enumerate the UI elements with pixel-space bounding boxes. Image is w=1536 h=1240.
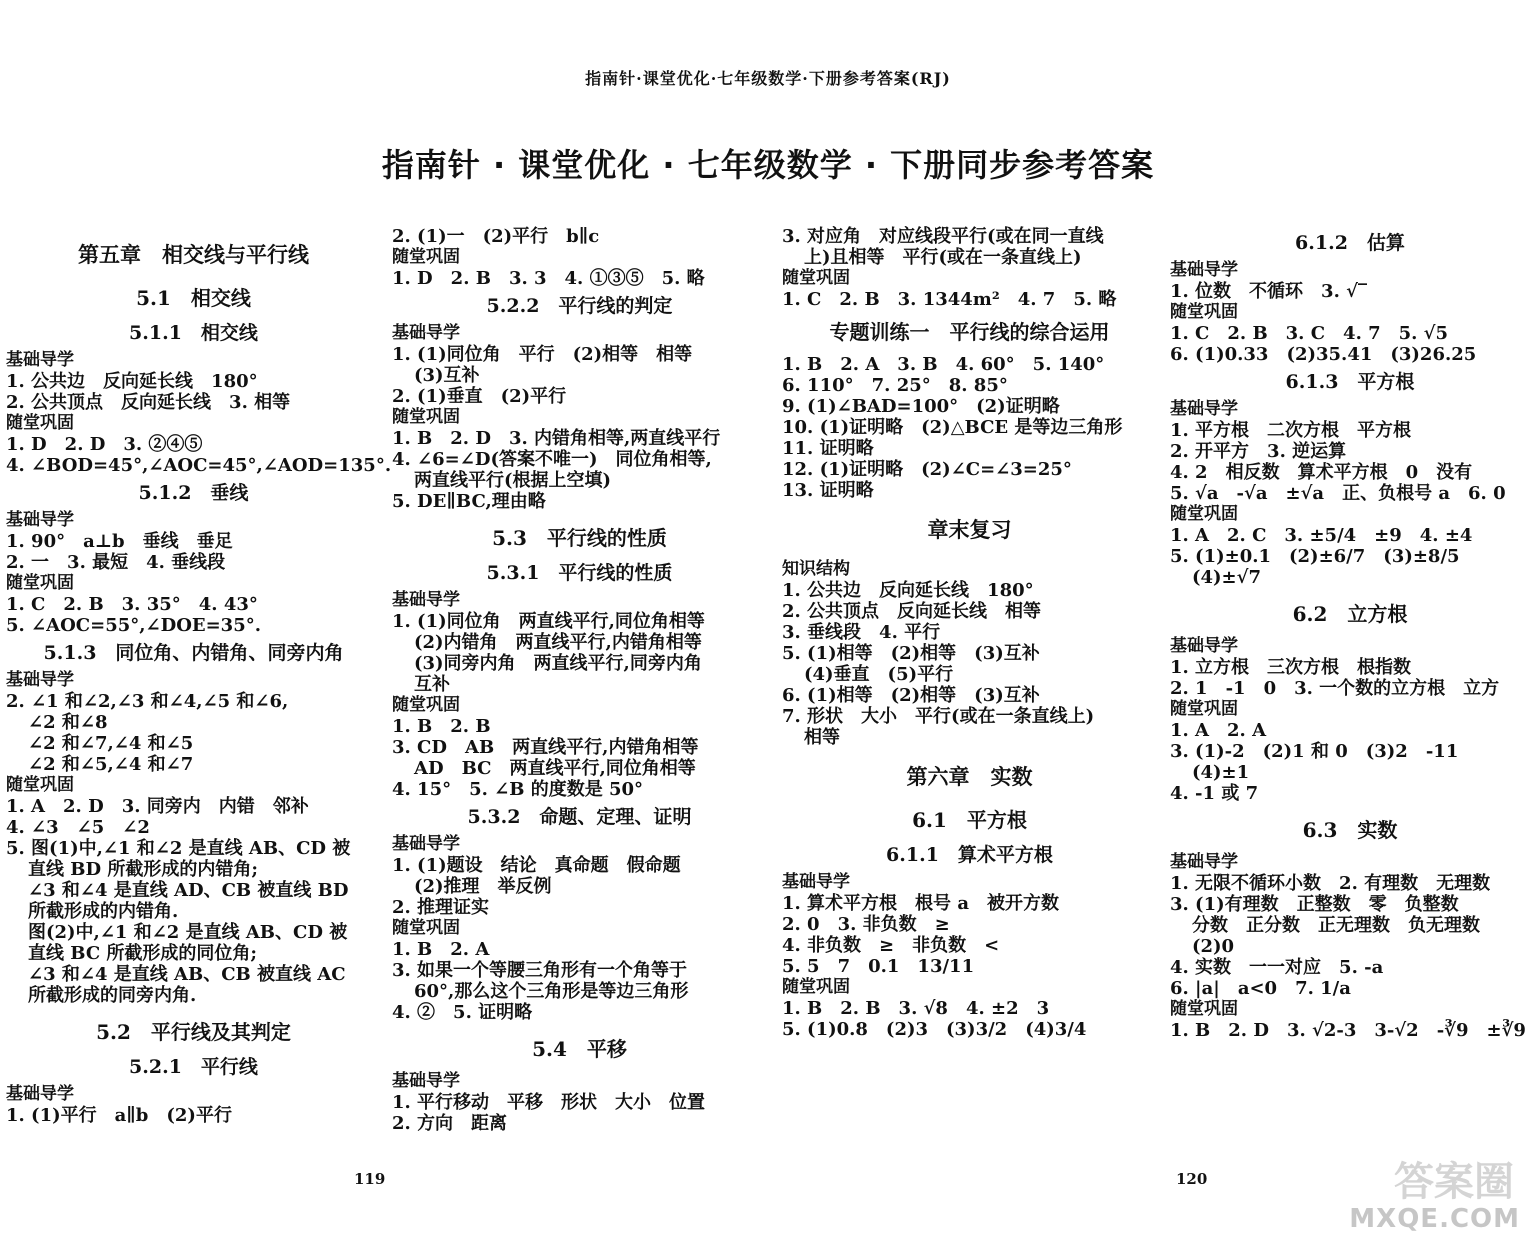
answer-line: 1. (1)同位角 平行 (2)相等 相等 xyxy=(392,344,693,365)
section-heading: 5.3 平行线的性质 xyxy=(492,526,667,550)
subsection-heading: 5.3.1 平行线的性质 xyxy=(486,562,673,584)
subsection-heading: 5.1.1 相交线 xyxy=(129,322,258,344)
answer-line: 1. 90° a⊥b 垂线 垂足 xyxy=(6,531,233,552)
answer-line-continued: ∠2 和∠7,∠4 和∠5 xyxy=(28,733,194,754)
answer-line: 4. ∠BOD=45°,∠AOC=45°,∠AOD=135°. xyxy=(6,455,392,476)
answer-line-continued: 相等 xyxy=(804,727,840,748)
answer-line: 1. 公共边 反向延长线 180° xyxy=(782,580,1034,601)
part-label: 随堂巩固 xyxy=(392,695,460,715)
answer-line-continued: ∠2 和∠8 xyxy=(28,712,108,733)
answer-line: 1. C 2. B 3. 1344m² 4. 7 5. 略 xyxy=(782,289,1117,310)
answer-line: 4. 非负数 ≥ 非负数 < xyxy=(782,935,1000,956)
answer-line: 5. (1)0.8 (2)3 (3)3/2 (4)3/4 xyxy=(782,1019,1087,1040)
answer-line: 1. B 2. D 3. 内错角相等,两直线平行 xyxy=(392,428,721,449)
answer-line: 13. 证明略 xyxy=(782,480,874,501)
part-label: 基础导学 xyxy=(392,590,460,610)
subsection-heading: 5.2.1 平行线 xyxy=(129,1056,258,1078)
section-heading: 6.3 实数 xyxy=(1302,818,1398,842)
answer-line-continued: ∠3 和∠4 是直线 AB、CB 被直线 AC xyxy=(28,964,346,985)
answer-line: 1. A 2. D 3. 同旁内 内错 邻补 xyxy=(6,796,309,817)
chapter-heading: 章末复习 xyxy=(927,517,1012,542)
chapter-heading: 第五章 相交线与平行线 xyxy=(78,242,309,267)
answer-column-2 xyxy=(392,226,767,1134)
answer-line: 2. 公共顶点 反向延长线 3. 相等 xyxy=(6,392,291,413)
answer-line-continued: (2)内错角 两直线平行,内错角相等 xyxy=(414,632,702,653)
answer-line: 3. (1)-2 (2)1 和 0 (3)2 -11 xyxy=(1170,741,1459,762)
answer-line: 1. 平行移动 平移 形状 大小 位置 xyxy=(392,1092,706,1113)
part-label: 随堂巩固 xyxy=(392,247,460,267)
answer-line: 2. 1 -1 0 3. 一个数的立方根 立方 xyxy=(1170,678,1500,699)
answer-line: 5. 5 7 0.1 13/11 xyxy=(782,956,975,977)
subsection-heading: 6.1.3 平方根 xyxy=(1285,371,1415,393)
answer-line: 2. 0 3. 非负数 ≥ xyxy=(782,914,950,935)
section-heading: 5.4 平移 xyxy=(532,1037,627,1061)
answer-line: 3. 对应角 对应线段平行(或在同一直线 xyxy=(782,226,1104,247)
page-number-right: 120 xyxy=(1176,1170,1208,1188)
answer-line: 4. -1 或 7 xyxy=(1170,783,1259,804)
answer-line: 2. 开平方 3. 逆运算 xyxy=(1170,441,1347,462)
answer-line-continued: 图(2)中,∠1 和∠2 是直线 AB、CD 被 xyxy=(28,922,348,943)
watermark-site: MXQE.COM xyxy=(1349,1204,1520,1234)
subsection-heading: 6.1.2 估算 xyxy=(1295,232,1405,254)
part-label: 随堂巩固 xyxy=(782,268,850,288)
part-label: 随堂巩固 xyxy=(782,977,850,997)
part-label: 随堂巩固 xyxy=(6,413,74,433)
answer-line-continued: (4)垂直 (5)平行 xyxy=(804,664,954,685)
part-label: 随堂巩固 xyxy=(1170,504,1238,524)
part-label: 基础导学 xyxy=(392,834,460,854)
running-header: 指南针·课堂优化·七年级数学·下册参考答案(RJ) xyxy=(585,69,951,88)
part-label: 基础导学 xyxy=(1170,260,1238,280)
page-number-left: 119 xyxy=(354,1170,386,1188)
answer-line-continued: 两直线平行(根据上空填) xyxy=(414,470,612,491)
part-label: 随堂巩固 xyxy=(1170,302,1238,322)
answer-line: 1. 立方根 三次方根 根指数 xyxy=(1170,657,1412,678)
answer-line-continued: 上)且相等 平行(或在一条直线上) xyxy=(804,247,1082,268)
part-label: 基础导学 xyxy=(392,323,460,343)
part-label: 随堂巩固 xyxy=(1170,699,1238,719)
part-label: 基础导学 xyxy=(6,510,74,530)
subsection-heading: 5.2.2 平行线的判定 xyxy=(486,295,673,317)
answer-line: 2. 推理证实 xyxy=(392,897,490,918)
chapter-heading: 第六章 实数 xyxy=(906,764,1033,789)
answer-line: 2. 公共顶点 反向延长线 相等 xyxy=(782,601,1042,622)
part-label: 随堂巩固 xyxy=(6,573,74,593)
section-heading: 5.2 平行线及其判定 xyxy=(96,1020,291,1044)
answer-line-continued: 所截形成的同旁内角. xyxy=(28,985,197,1006)
answer-line-continued: 直线 BC 所截形成的同位角; xyxy=(28,943,258,964)
section-heading: 6.2 立方根 xyxy=(1292,602,1408,626)
answer-line: 1. D 2. D 3. ②④⑤ xyxy=(6,434,203,455)
answer-line: 1. 公共边 反向延长线 180° xyxy=(6,371,258,392)
answer-line: 1. 无限不循环小数 2. 有理数 无理数 xyxy=(1170,873,1491,894)
answer-line-continued: AD BC 两直线平行,同位角相等 xyxy=(414,758,696,779)
answer-column-3 xyxy=(782,226,1157,1040)
answer-line: 1. (1)同位角 两直线平行,同位角相等 xyxy=(392,611,705,632)
answer-line: 2. 方向 距离 xyxy=(392,1113,508,1134)
answer-line: 1. 平方根 二次方根 平方根 xyxy=(1170,420,1412,441)
section-heading: 6.1 平方根 xyxy=(912,808,1027,832)
answer-line: 5. ∠AOC=55°,∠DOE=35°. xyxy=(6,615,261,636)
answer-line: 5. DE∥BC,理由略 xyxy=(392,491,546,512)
special-heading: 专题训练一 平行线的综合运用 xyxy=(829,320,1110,344)
answer-line: 11. 证明略 xyxy=(782,438,874,459)
answer-line-continued: (2)推理 举反例 xyxy=(414,876,552,897)
watermark xyxy=(1340,1150,1530,1236)
answer-line: 3. CD AB 两直线平行,内错角相等 xyxy=(392,737,699,758)
answer-line: 9. (1)∠BAD=100° (2)证明略 xyxy=(782,396,1060,417)
answer-line: 1. D 2. B 3. 3 4. ①③⑤ 5. 略 xyxy=(392,268,705,289)
answer-line-continued: 互补 xyxy=(414,674,450,695)
answer-line-continued: 60°,那么这个三角形是等边三角形 xyxy=(414,981,689,1002)
answer-line: 6. 110° 7. 25° 8. 85° xyxy=(782,375,1008,396)
subsection-heading: 6.1.1 算术平方根 xyxy=(886,844,1053,866)
answer-line-continued: (2)0 xyxy=(1192,936,1235,957)
subsection-heading: 5.1.2 垂线 xyxy=(138,482,249,504)
page-title: 指南针 · 课堂优化 · 七年级数学 · 下册同步参考答案 xyxy=(381,146,1155,184)
answer-line: 5. √a -√a ±√a 正、负根号 a 6. 0 xyxy=(1170,483,1506,504)
answer-column-1 xyxy=(6,226,392,1126)
answer-line: 1. B 2. D 3. √2-3 3-√2 -∛9 ±∛9 xyxy=(1170,1020,1526,1041)
answer-line: 1. A 2. C 3. ±5/4 ±9 4. ±4 xyxy=(1170,525,1473,546)
part-label: 基础导学 xyxy=(782,872,850,892)
watermark-logo: 答案圈 xyxy=(1394,1159,1514,1205)
answer-line-continued: (3)互补 xyxy=(414,365,480,386)
answer-line: 2. ∠1 和∠2,∠3 和∠4,∠5 和∠6, xyxy=(6,691,289,712)
answer-line: 1. C 2. B 3. 35° 4. 43° xyxy=(6,594,258,615)
answer-line: 1. A 2. A xyxy=(1170,720,1267,741)
answer-line: 7. 形状 大小 平行(或在一条直线上) xyxy=(782,706,1095,727)
answer-line: 1. 位数 不循环 3. √‾ xyxy=(1170,281,1367,302)
answer-line: 3. (1)有理数 正整数 零 负整数 xyxy=(1170,894,1459,915)
answer-line: 3. 如果一个等腰三角形有一个角等于 xyxy=(392,960,688,981)
answer-line: 1. B 2. A xyxy=(392,939,490,960)
answer-line: 4. ∠3 ∠5 ∠2 xyxy=(6,817,150,838)
answer-line-continued: 直线 BD 所截形成的内错角; xyxy=(28,859,258,880)
subsection-heading: 5.1.3 同位角、内错角、同旁内角 xyxy=(43,642,344,664)
answer-line: 10. (1)证明略 (2)△BCE 是等边三角形 xyxy=(782,417,1123,438)
answer-line: 1. B 2. A 3. B 4. 60° 5. 140° xyxy=(782,354,1105,375)
answer-line: 1. B 2. B 3. √8 4. ±2 3 xyxy=(782,998,1050,1019)
answer-line: 12. (1)证明略 (2)∠C=∠3=25° xyxy=(782,459,1072,480)
answer-line: 4. 15° 5. ∠B 的度数是 50° xyxy=(392,779,644,800)
part-label: 基础导学 xyxy=(6,1084,74,1104)
part-label: 基础导学 xyxy=(6,350,74,370)
answer-line-continued: ∠3 和∠4 是直线 AD、CB 被直线 BD xyxy=(28,880,349,901)
answer-line: 2. (1)一 (2)平行 b∥c xyxy=(392,226,600,247)
subsection-heading: 5.3.2 命题、定理、证明 xyxy=(467,806,692,828)
part-label: 基础导学 xyxy=(392,1071,460,1091)
answer-line-continued: 分数 正分数 正无理数 负无理数 xyxy=(1192,915,1480,936)
part-label: 随堂巩固 xyxy=(392,407,460,427)
part-label: 随堂巩固 xyxy=(6,775,74,795)
answer-line-continued: (4)±1 xyxy=(1192,762,1250,783)
part-label: 知识结构 xyxy=(782,559,850,579)
part-label: 基础导学 xyxy=(1170,852,1238,872)
answer-line: 2. 一 3. 最短 4. 垂线段 xyxy=(6,552,226,573)
answer-line-continued: (3)同旁内角 两直线平行,同旁内角 xyxy=(414,653,702,674)
answer-line: 6. (1)0.33 (2)35.41 (3)26.25 xyxy=(1170,344,1477,365)
answer-line: 1. C 2. B 3. C 4. 7 5. √5 xyxy=(1170,323,1449,344)
answer-line-continued: (4)±√7 xyxy=(1192,567,1261,588)
part-label: 随堂巩固 xyxy=(392,918,460,938)
answer-line: 5. (1)相等 (2)相等 (3)互补 xyxy=(782,643,1040,664)
answer-line: 1. B 2. B xyxy=(392,716,491,737)
part-label: 基础导学 xyxy=(1170,636,1238,656)
answer-line: 6. |a| a<0 7. 1/a xyxy=(1170,978,1351,999)
answer-line: 4. 实数 一一对应 5. -a xyxy=(1170,957,1384,978)
answer-line: 6. (1)相等 (2)相等 (3)互补 xyxy=(782,685,1040,706)
answer-line-continued: ∠2 和∠5,∠4 和∠7 xyxy=(28,754,194,775)
answer-line: 5. (1)±0.1 (2)±6/7 (3)±8/5 xyxy=(1170,546,1460,567)
answer-line: 3. 垂线段 4. 平行 xyxy=(782,622,941,643)
answer-line: 4. ∠6=∠D(答案不唯一) 同位角相等, xyxy=(392,449,712,470)
answer-line: 1. (1)平行 a∥b (2)平行 xyxy=(6,1105,232,1126)
answer-column-4 xyxy=(1170,226,1530,1041)
answer-line-continued: 所截形成的内错角. xyxy=(28,901,179,922)
answer-line: 5. 图(1)中,∠1 和∠2 是直线 AB、CD 被 xyxy=(6,838,351,859)
answer-line: 1. (1)题设 结论 真命题 假命题 xyxy=(392,855,681,876)
answer-line: 2. (1)垂直 (2)平行 xyxy=(392,386,567,407)
part-label: 基础导学 xyxy=(1170,399,1238,419)
answer-line: 4. 2 相反数 算术平方根 0 没有 xyxy=(1170,462,1473,483)
answer-line: 1. 算术平方根 根号 a 被开方数 xyxy=(782,893,1059,914)
section-heading: 5.1 相交线 xyxy=(136,286,251,310)
part-label: 随堂巩固 xyxy=(1170,999,1238,1019)
part-label: 基础导学 xyxy=(6,670,74,690)
answer-line: 4. ② 5. 证明略 xyxy=(392,1002,533,1023)
